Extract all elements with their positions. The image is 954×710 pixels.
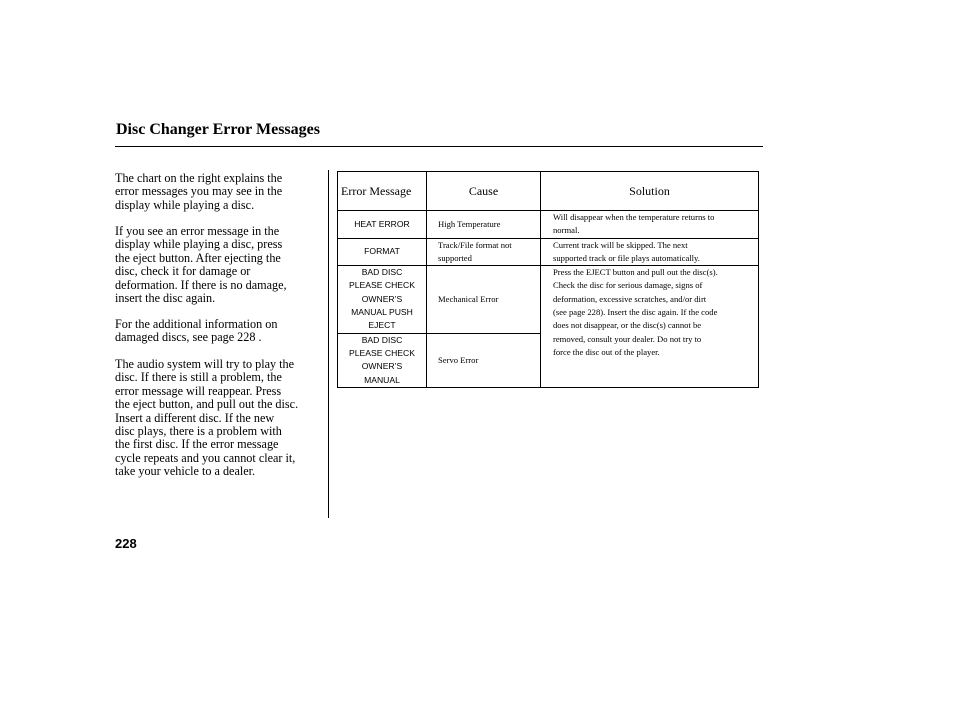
table-row xyxy=(338,211,759,239)
table-row xyxy=(338,238,759,266)
solution-cell: Current track will be skipped. The next supported track or file plays automatically. xyxy=(541,238,759,266)
cause-cell: High Temperature xyxy=(427,211,541,239)
error-message-table xyxy=(337,171,759,388)
paragraph-4-line-8: cycle repeats and you cannot clear it, xyxy=(115,450,296,465)
paragraph-4-line-3: error message will reappear. Press xyxy=(115,383,282,398)
page-title: Disc Changer Error Messages xyxy=(116,121,320,138)
paragraph-1-line-1: The chart on the right explains the xyxy=(115,171,283,185)
table-header-row xyxy=(338,172,759,211)
cause-cell: Servo Error xyxy=(427,333,541,387)
cause-cell: Mechanical Error xyxy=(427,266,541,333)
solution-cell: Press the EJECT button and pull out the disc(s). Check the disc for serious damage, signs of deformation, excessive scratches, and/or dirt (see page 228). Insert the disc again. If the code does not disappear, or the disc(s) cannot be removed, consult your dealer. Do not try to force the disc out of the player. xyxy=(541,266,759,388)
paragraph-2-line-3: the eject button. After ejecting the xyxy=(115,250,281,265)
table-row xyxy=(338,266,759,333)
header-error-message: Error Message xyxy=(338,172,427,211)
paragraph-4-line-2: disc. If there is still a problem, the xyxy=(115,370,282,385)
cause-cell: Track/File format not supported xyxy=(427,238,541,266)
solution-cell: Will disappear when the temperature returns to normal. xyxy=(541,211,759,239)
paragraph-4-line-4: the eject button, and pull out the disc. xyxy=(115,397,299,412)
column-divider xyxy=(328,170,329,518)
paragraph-2-line-1: If you see an error message in the xyxy=(115,224,280,238)
paragraph-1-line-3: display while playing a disc. xyxy=(115,197,255,212)
paragraph-2-line-4: disc, check it for damage or xyxy=(115,264,251,279)
paragraph-3-line-2: damaged discs, see page 228 . xyxy=(115,330,262,345)
paragraph-2-line-2: display while playing a disc, press xyxy=(115,237,283,252)
paragraph-4-line-1: The audio system will try to play the xyxy=(115,357,295,371)
paragraph-4-line-9: take your vehicle to a dealer. xyxy=(115,464,256,479)
paragraph-4-line-6: disc plays, there is a problem with xyxy=(115,424,282,438)
paragraph-4-line-5: Insert a different disc. If the new xyxy=(115,410,275,425)
error-message-cell: FORMAT xyxy=(338,238,427,266)
header-cause: Cause xyxy=(427,172,541,211)
paragraph-1-line-2: error messages you may see in the xyxy=(115,184,283,199)
paragraph-2-line-5: deformation. If there is no damage, xyxy=(115,277,287,292)
error-message-cell: BAD DISC PLEASE CHECK OWNER’S MANUAL xyxy=(338,333,427,387)
paragraph-4-line-7: the first disc. If the error message xyxy=(115,437,279,452)
title-rule xyxy=(115,146,763,147)
page-number: 228 xyxy=(115,536,137,551)
paragraph-2-line-6: insert the disc again. xyxy=(115,291,216,305)
paragraph-3-line-1: For the additional information on xyxy=(115,317,278,331)
error-message-cell: BAD DISC PLEASE CHECK OWNER’S MANUAL PUSH EJECT xyxy=(338,266,427,333)
header-solution: Solution xyxy=(541,172,759,211)
error-message-cell: HEAT ERROR xyxy=(338,211,427,239)
